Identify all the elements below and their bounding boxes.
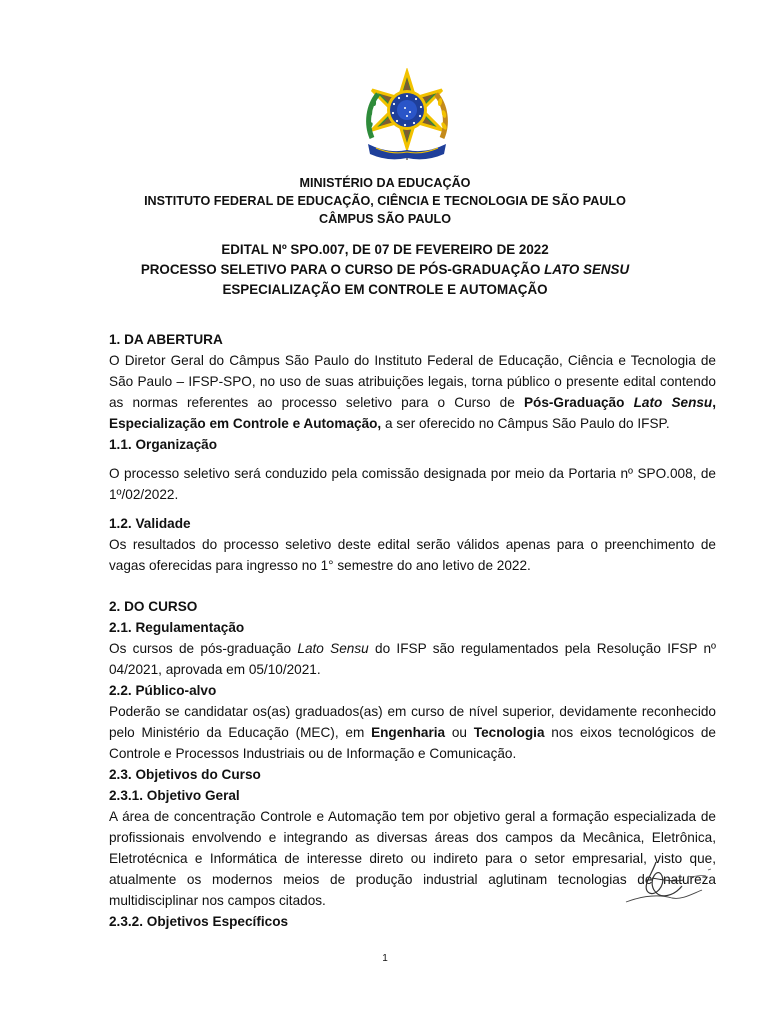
section-paragraph: Poderão se candidatar os(as) graduados(as) em curso de nível superior, devidamente reconhecido pelo Ministério da Educação (MEC), em Engenharia ou Tecnologia nos eixos tecnológicos de Controle e Processos Industriais ou de Informação e Comunicação. <box>109 704 716 761</box>
institute-name: INSTITUTO FEDERAL DE EDUCAÇÃO, CIÊNCIA E TECNOLOGIA DE SÃO PAULO <box>144 194 626 208</box>
document-title <box>0 240 770 300</box>
process-title: PROCESSO SELETIVO PARA O CURSO DE PÓS-GRADUAÇÃO LATO SENSU <box>140 262 630 277</box>
brazil-coat-of-arms-icon <box>358 68 456 168</box>
lato-sensu-italic: LATO SENSU <box>544 262 630 277</box>
subsection-heading: 2.1. Regulamentação <box>109 620 245 635</box>
section-paragraph: A área de concentração Controle e Automação tem por objetivo geral a formação especializada de profissionais envolvendo e integrando as diversas áreas dos campos da Mecânica, Eletrônica, Eletrotécnica e Informática de interesse direto ou indireto para o setor empresarial, visto que, atualmente os modernos meios de produção industrial aglutinam tecnologias de natureza multidisciplinar nos campos citados. <box>109 809 716 908</box>
subsection-heading: 2.3. Objetivos do Curso <box>109 767 261 782</box>
subsection-heading: 1.2. Validade <box>109 516 191 531</box>
campus-name: CÂMPUS SÃO PAULO <box>318 212 451 226</box>
section-paragraph: Os cursos de pós-graduação Lato Sensu do IFSP são regulamentados pela Resolução IFSP nº 04/2021, aprovada em 05/10/2021. <box>109 641 717 677</box>
edital-number: EDITAL Nº SPO.007, DE 07 DE FEVEREIRO DE 2022 <box>221 242 549 257</box>
section-paragraph: O Diretor Geral do Câmpus São Paulo do Instituto Federal de Educação, Ciência e Tecnologia de São Paulo – IFSP-SPO, no uso de suas atribuições legais, torna público o presente edital contendo as normas referentes ao processo seletivo para o Curso de Pós-Graduação Lato Sensu, Especialização em Controle e Automação, a ser oferecido no Câmpus São Paulo do IFSP. <box>109 353 717 431</box>
section-paragraph: Os resultados do processo seletivo deste edital serão válidos apenas para o preenchimento de vagas oferecidas para ingresso no 1° semestre do ano letivo de 2022. <box>109 537 716 573</box>
section-heading: 2. DO CURSO <box>109 599 198 614</box>
ministry-name: MINISTÉRIO DA EDUCAÇÃO <box>299 176 471 190</box>
subsection-heading: 2.3.2. Objetivos Específicos <box>109 914 289 929</box>
handwritten-signature <box>612 856 724 912</box>
document-header <box>0 174 770 228</box>
section-paragraph: O processo seletivo será conduzido pela comissão designada por meio da Portaria nº SPO.008, de 1º/02/2022. <box>109 466 716 502</box>
document-body <box>109 329 716 932</box>
subsection-heading: 2.2. Público-alvo <box>109 683 217 698</box>
course-title: ESPECIALIZAÇÃO EM CONTROLE E AUTOMAÇÃO <box>222 282 548 297</box>
subsection-heading: 1.1. Organização <box>109 437 218 452</box>
section-heading: 1. DA ABERTURA <box>109 332 223 347</box>
subsection-heading: 2.3.1. Objetivo Geral <box>109 788 240 803</box>
page-number: 1 <box>382 953 388 964</box>
